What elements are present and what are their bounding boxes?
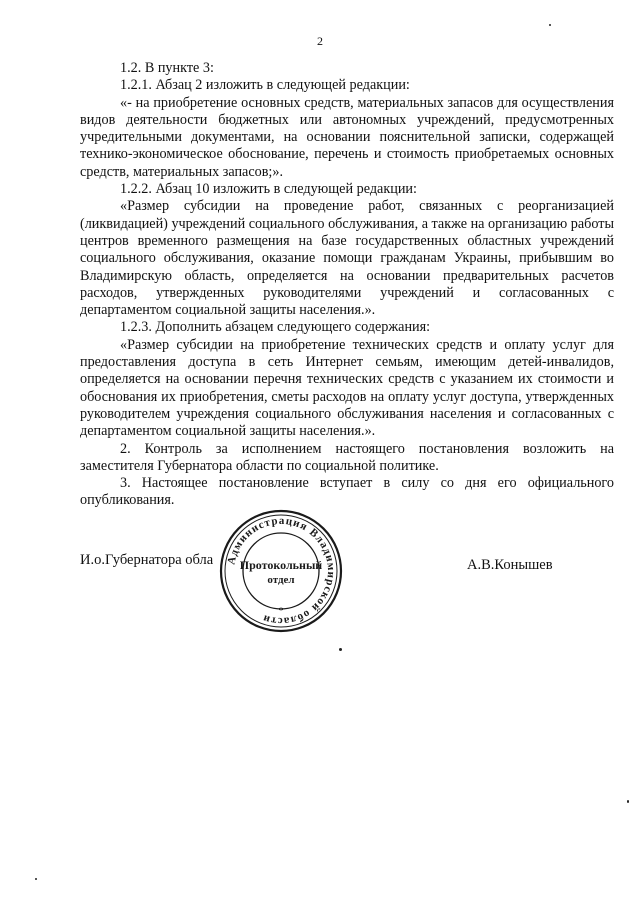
paragraph-1-2: 1.2. В пункте 3: [120, 60, 214, 76]
scan-speck [339, 648, 342, 651]
paragraph-1-2-1: 1.2.1. Абзац 2 изложить в следующей редакции: [120, 77, 410, 94]
scan-speck [627, 800, 629, 803]
stamp-center-line2: отдел [267, 574, 295, 586]
svg-text:*: * [278, 606, 284, 617]
paragraph-3-effective: 3. Настоящее постановление вступает в силу со дня его официального опубликования. [80, 475, 614, 509]
scan-speck [549, 24, 551, 26]
document-body [80, 60, 614, 510]
official-stamp [218, 508, 344, 634]
signature-name: А.В.Конышев [467, 557, 553, 573]
scan-speck [35, 878, 37, 880]
stamp-center-line1: Протокольный [239, 558, 323, 572]
paragraph-1-2-2: 1.2.2. Абзац 10 изложить в следующей редакции: [120, 181, 417, 198]
page-number: 2 [317, 34, 323, 48]
quote-abzac-10: «Размер субсидии на проведение работ, связанных с реорганизацией (ликвидацией) учреждений социального обслуживания, а также на организацию работы центров временного размещения на базе государственных областных учреждений социального обслуживания, оказание помощи гражданам Украины, прибывшим во Владимирскую область, определяется на основании предварительных расчетов расходов, утвержденных руководителями учреждений и согласованных с департаментом социальной защиты населения.». [80, 198, 614, 319]
paragraph-1-2-3: 1.2.3. Дополнить абзацем следующего содержания: [120, 319, 431, 336]
stamp-ring-text: Администрация Владимирской области [225, 514, 338, 628]
signature-position: И.о.Губернатора обла [80, 552, 214, 568]
paragraph-2-control: 2. Контроль за исполнением настоящего постановления возложить на заместителя Губернатора области по социальной политике. [80, 440, 614, 474]
quote-abzac-2: «- на приобретение основных средств, материальных запасов для осуществления видов деятельности бюджетных или автономных учреждений, предусмотренных учредительными документами, на основании пояснительной записки, содержащей технико-экономическое обоснование, перечень и стоимость приобретаемых основных средств, материальных запасов;». [80, 94, 614, 180]
quote-new-abzac: «Размер субсидии на приобретение технических средств и оплату услуг для предоставления доступа в сеть Интернет семьям, имеющим детей-инвалидов, определяется на основании перечня технических средств с указанием их стоимости и обоснования их приобретения, сметы расходов на оплату услуг доступа, утвержденных руководителем учреждения социального обслуживания населения и согласованных с департаментом социальной защиты населения.». [80, 336, 614, 440]
